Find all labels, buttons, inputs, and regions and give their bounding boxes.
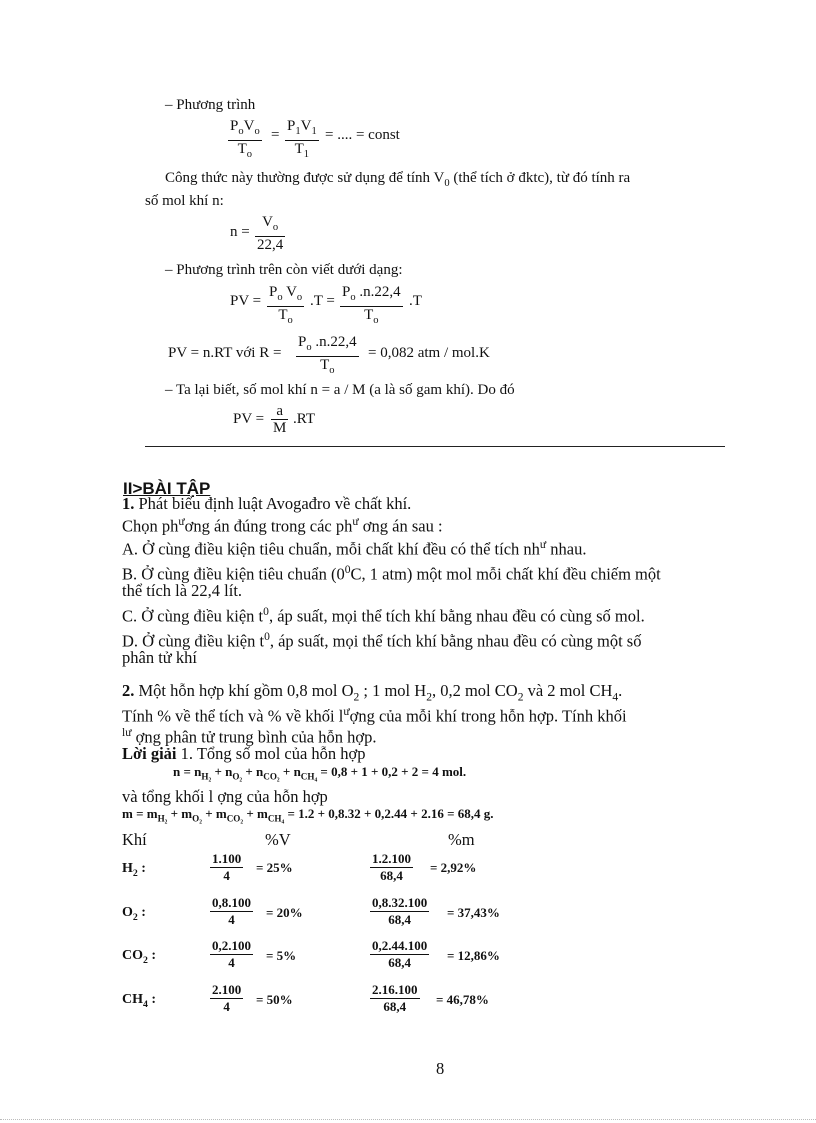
pt-label: – Phương trình — [165, 97, 256, 113]
table-row-v-frac: $\frac{0,8.100}{4}$ — [212, 895, 251, 927]
table-row-v-frac: $\frac{0,2.100}{4}$ — [212, 938, 251, 970]
section-title: II>BÀI TẬP — [123, 479, 211, 498]
table-row-v-result: = 25% — [256, 860, 293, 875]
footer-dotted-line — [0, 1119, 816, 1120]
q2-line1: 2. Một hỗn hợp khí gồm 0,8 mol $O_2$ ; 1 mol $H_2$, 0,2 mol $CO_2$ và 2 mol $CH_4$. — [122, 681, 623, 704]
q1-option-c: C. Ở cùng điều kiện $t^0$, áp suất, mọi thể tích khí bằng nhau đều có cùng số mol. — [122, 606, 645, 626]
table-row-gas: $H_2$ : — [122, 861, 146, 879]
eq1-equal: = — [271, 127, 280, 143]
pv3-frac: $\frac{a}{M}$ — [273, 403, 287, 436]
table-row-v-frac: $\frac{1.100}{4}$ — [212, 851, 242, 883]
table-header-volume: %V — [265, 830, 291, 849]
table-row-v-result: = 5% — [266, 948, 297, 963]
q1-title: 1. Phát biểu định luật Avogađro về chất khí. — [122, 494, 412, 513]
divider-line — [145, 446, 725, 447]
q2-line3: $^{lư}$ ợng phân tử trung bình của hỗn hợp. — [122, 727, 377, 747]
pv3-lhs: PV = — [233, 411, 265, 427]
solution-mass-intro: và tổng khối l ợng của hỗn hợp — [122, 787, 328, 806]
table-row-m-frac: $\frac{1.2.100}{68,4}$ — [372, 851, 411, 883]
table-row-m-result: = 37,43% — [447, 905, 500, 920]
q1-option-b-cont: thể tích là 22,4 lít. — [122, 581, 243, 600]
pt-label-2: – Phương trình trên còn viết dưới dạng: — [165, 262, 403, 278]
q1-prompt: Chọn $ph^ương$ án đúng trong các $ph^ư$ ơng án sau : — [122, 516, 443, 536]
pv1-frac-2: $\frac{P_o .n.22,4}{T_o}$ — [342, 284, 401, 326]
table-row-gas: $CH_4$ : — [122, 992, 157, 1010]
formula-note-line1: Công thức này thường được sử dụng để tính $V_0$ (thể tích ở đktc), từ đó tính ra — [165, 170, 631, 189]
eq1-rest: = .... = const — [325, 127, 400, 143]
pv2-frac: $\frac{P_o .n.22,4}{T_o}$ — [298, 334, 357, 376]
pv2-lhs: PV = n.RT với R = — [168, 345, 282, 361]
table-row-m-frac: $\frac{2.16.100}{68,4}$ — [372, 982, 418, 1014]
table-header-mass: %m — [448, 830, 475, 849]
solution-n-eq: $n = n_{H_2} + n_{O_2} + n_{CO_2} + n_{CH_4} = 0,8 + 1 + 0,2 + 2 = 4$ mol. — [173, 764, 467, 782]
page-number: 8 — [436, 1059, 445, 1078]
pv2-end: = 0,082 atm / mol.K — [368, 345, 490, 361]
table-row-m-result: = 12,86% — [447, 948, 500, 963]
table-row-gas: $CO_2$ : — [122, 948, 157, 966]
table-row-m-frac: $\frac{0,2.44.100}{68,4}$ — [372, 938, 428, 970]
q2-line2: Tính % về thể tích và % về khối $l^ượng$ của mỗi khí trong hỗn hợp. Tính khối — [122, 706, 627, 726]
table-row-v-result: = 20% — [266, 905, 303, 920]
table-row-m-frac: $\frac{0,8.32.100}{68,4}$ — [372, 895, 428, 927]
table-row-v-result: = 50% — [256, 992, 293, 1007]
pv1-frac-1: $\frac{P_o V_o}{T_o}$ — [269, 284, 303, 326]
solution-m-eq: $m = m_{H_2} + m_{O_2} + m_{CO_2} + m_{CH_4} = 1.2 + 0,8.32 + 0,2.44 + 2.16 = 68,4$ g. — [122, 806, 494, 824]
pv1-mid: .T = — [310, 293, 335, 309]
table-row-gas: $O_2$ : — [122, 905, 146, 923]
table-header-gas: Khí — [122, 830, 147, 849]
table-row-m-result: = 2,92% — [430, 860, 477, 875]
eq1-frac-left: $P_oV_o$ $T_o$ — [230, 118, 260, 160]
n-eq-lhs: n = — [230, 224, 250, 240]
pv1-end: .T — [409, 293, 422, 309]
pv1-lhs: PV = — [230, 293, 262, 309]
solution-heading: Lời giải 1. Tổng số mol của hỗn hợp — [122, 744, 366, 763]
pv3-end: .RT — [293, 411, 316, 427]
formula-note-line2: số mol khí n: — [145, 193, 224, 209]
q1-option-d: D. Ở cùng điều kiện $t^0$, áp suất, mọi thể tích khí bằng nhau đều có cùng một số — [122, 631, 642, 651]
table-row-v-frac: $\frac{2.100}{4}$ — [212, 982, 242, 1014]
n-eq-frac: $\frac{V_o}{22,4}$ — [257, 214, 284, 253]
q1-option-d-cont: phân tử khí — [122, 648, 197, 667]
table-row-m-result: = 46,78% — [436, 992, 489, 1007]
eq1-frac-right: $\frac{P_1V_1}{T_1}$ — [287, 118, 317, 160]
q1-option-b: B. Ở cùng điều kiện tiêu chuẩn ($0^0C$, 1 atm) một mol mỗi chất khí đều chiếm một — [122, 564, 661, 584]
q1-option-a: A. Ở cùng điều kiện tiêu chuẩn, mỗi chất khí đều có thể tích $nh^ư$ nhau. — [122, 539, 587, 559]
known-line: – Ta lại biết, số mol khí n = a / M (a là số gam khí). Do đó — [165, 382, 515, 398]
